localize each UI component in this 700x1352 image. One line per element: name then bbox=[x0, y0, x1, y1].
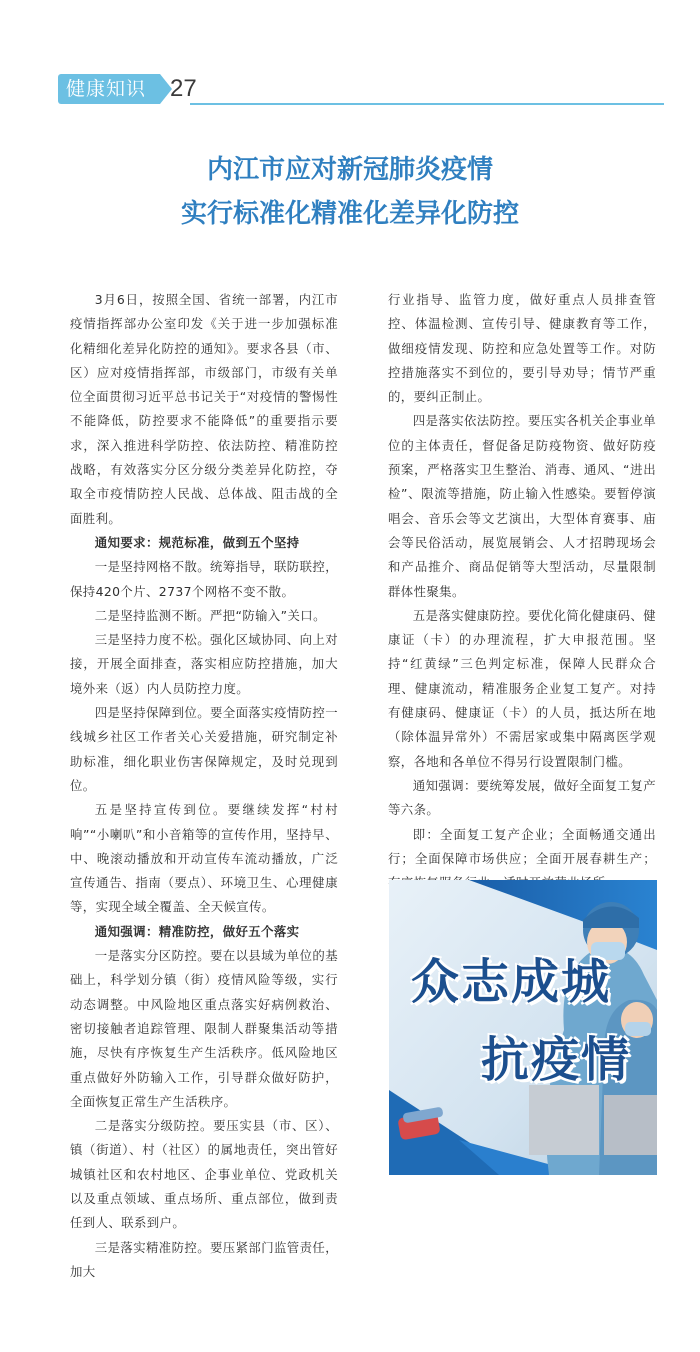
section-header bbox=[58, 72, 664, 108]
poster-slogan-line-2: 抗疫情 bbox=[481, 1032, 632, 1088]
paragraph: 二是落实分级防控。要压实县（市、区）、镇（街道）、村（社区）的属地责任，突出管好城镇社区和农村地区、企事业单位、党政机关以及重点领域、重点场所、重点部位，做到责任到人、联系到户。 bbox=[70, 1118, 338, 1231]
page-number: 27 bbox=[170, 75, 197, 102]
poster-illustration bbox=[389, 880, 657, 1175]
paragraph: 四是落实依法防控。要压实各机关企事业单位的主体责任，督促备足防疫物资、做好防疫预案，严格落实卫生整治、消毒、通风、“进出检”、限流等措施，防止输入性感染。要暂停演唱会、音乐会等文艺演出，大型体育赛事、庙会等民俗活动，展览展销会、人才招聘现场会和产品推介、商品促销等大型活动，尽量限制群体性聚集。 bbox=[388, 413, 656, 599]
paragraph: 二是坚持监测不断。严把“防输入”关口。 bbox=[94, 607, 326, 623]
paragraph: 一是坚持网格不散。统筹指导，联防联控，保持420个片、2737个网格不变不散。 bbox=[70, 559, 338, 599]
paragraph: 行业指导、监管力度，做好重点人员排查管控、体温检测、宣传引导、健康教育等工作，做细疫情发现、防控和应急处置等工作。对防控措施落实不到位的，要引导劝导；情节严重的，要纠正制止。 bbox=[388, 292, 656, 405]
paragraph: 即：全面复工复产企业；全面畅通交通出行；全面保障市场供应；全面开展春耕生产； bbox=[388, 826, 656, 866]
section-heading: 通知强调：精准防控，做好五个落实 bbox=[94, 923, 300, 939]
section-heading: 通知要求：规范标准，做到五个坚持 bbox=[94, 534, 300, 550]
poster-slogan-line-1: 众志成城 bbox=[411, 954, 612, 1010]
title-line-2: 实行标准化精准化差异化防控 bbox=[180, 199, 519, 229]
section-label: 健康知识 bbox=[58, 74, 160, 104]
article-title bbox=[0, 148, 700, 236]
paragraph: 通知强调：要统筹发展，做好全面复工复产等六条。 bbox=[388, 777, 656, 818]
header-divider bbox=[190, 103, 664, 105]
paragraph: 四是坚持保障到位。要全面落实疫情防控一线城乡社区工作者关心关爱措施，研究制定补助标准，细化职业伤害保障规定，及时兑现到位。 bbox=[70, 705, 338, 793]
right-column bbox=[388, 288, 656, 920]
paragraph: 五是落实健康防控。要优化简化健康码、健康证（卡）的办理流程，扩大申报范围。坚持“红黄绿”三色判定标准，保障人民群众合理、健康流动，精准服务企业复工复产。对持有健康码、健康证（卡）的人员，抵达所在地（除体温异常外）不需居家或集中隔离医学观察，各地和各单位不得另行设置限制门槛。 bbox=[388, 607, 656, 769]
paragraph: 一是落实分区防控。要在以县域为单位的基础上，科学划分镇（街）疫情风险等级，实行动态调整。中风险地区重点落实好病例救治、密切接触者追踪管理、限制人群聚集活动等措施，尽快有序恢复生产生活秩序。低风险地区重点做好外防输入工作，引导群众做好防护，全面恢复正常生产生活秩序。 bbox=[70, 948, 338, 1109]
paragraph: 五是坚持宣传到位。要继续发挥“村村响”“小喇叭”和小音箱等的宣传作用，坚持早、中、晚滚动播放和开动宣传车流动播放，广泛宣传通告、指南（要点）、环境卫生、心理健康等，实现全域全覆盖、全天候宣传。 bbox=[70, 802, 338, 915]
left-column bbox=[70, 288, 338, 1284]
poster-background bbox=[389, 880, 657, 1175]
paragraph: 三是落实精准防控。要压紧部门监管责任，加大 bbox=[70, 1239, 338, 1279]
paragraph: 3月6日，按照全国、省统一部署，内江市疫情指挥部办公室印发《关于进一步加强标准化精细化差异化防控的通知》。要求各县（市、区）应对疫情指挥部，市级部门，市级有关单位全面贯彻习近平总书记关于“对疫情的警惕性不能降低，防控要求不能降低”的重要指示要求，深入推进科学防控、依法防控、精准防控战略，有效落实分区分级分类差异化防控，夺取全市疫情防控人民战、总体战、阻击战的全面胜利。 bbox=[70, 292, 338, 526]
paragraph: 三是坚持力度不松。强化区域协同、向上对接，开展全面排查，落实相应防控措施，加大境外来（返）内人员防控力度。 bbox=[70, 632, 338, 696]
title-line-1: 内江市应对新冠肺炎疫情 bbox=[206, 155, 493, 185]
